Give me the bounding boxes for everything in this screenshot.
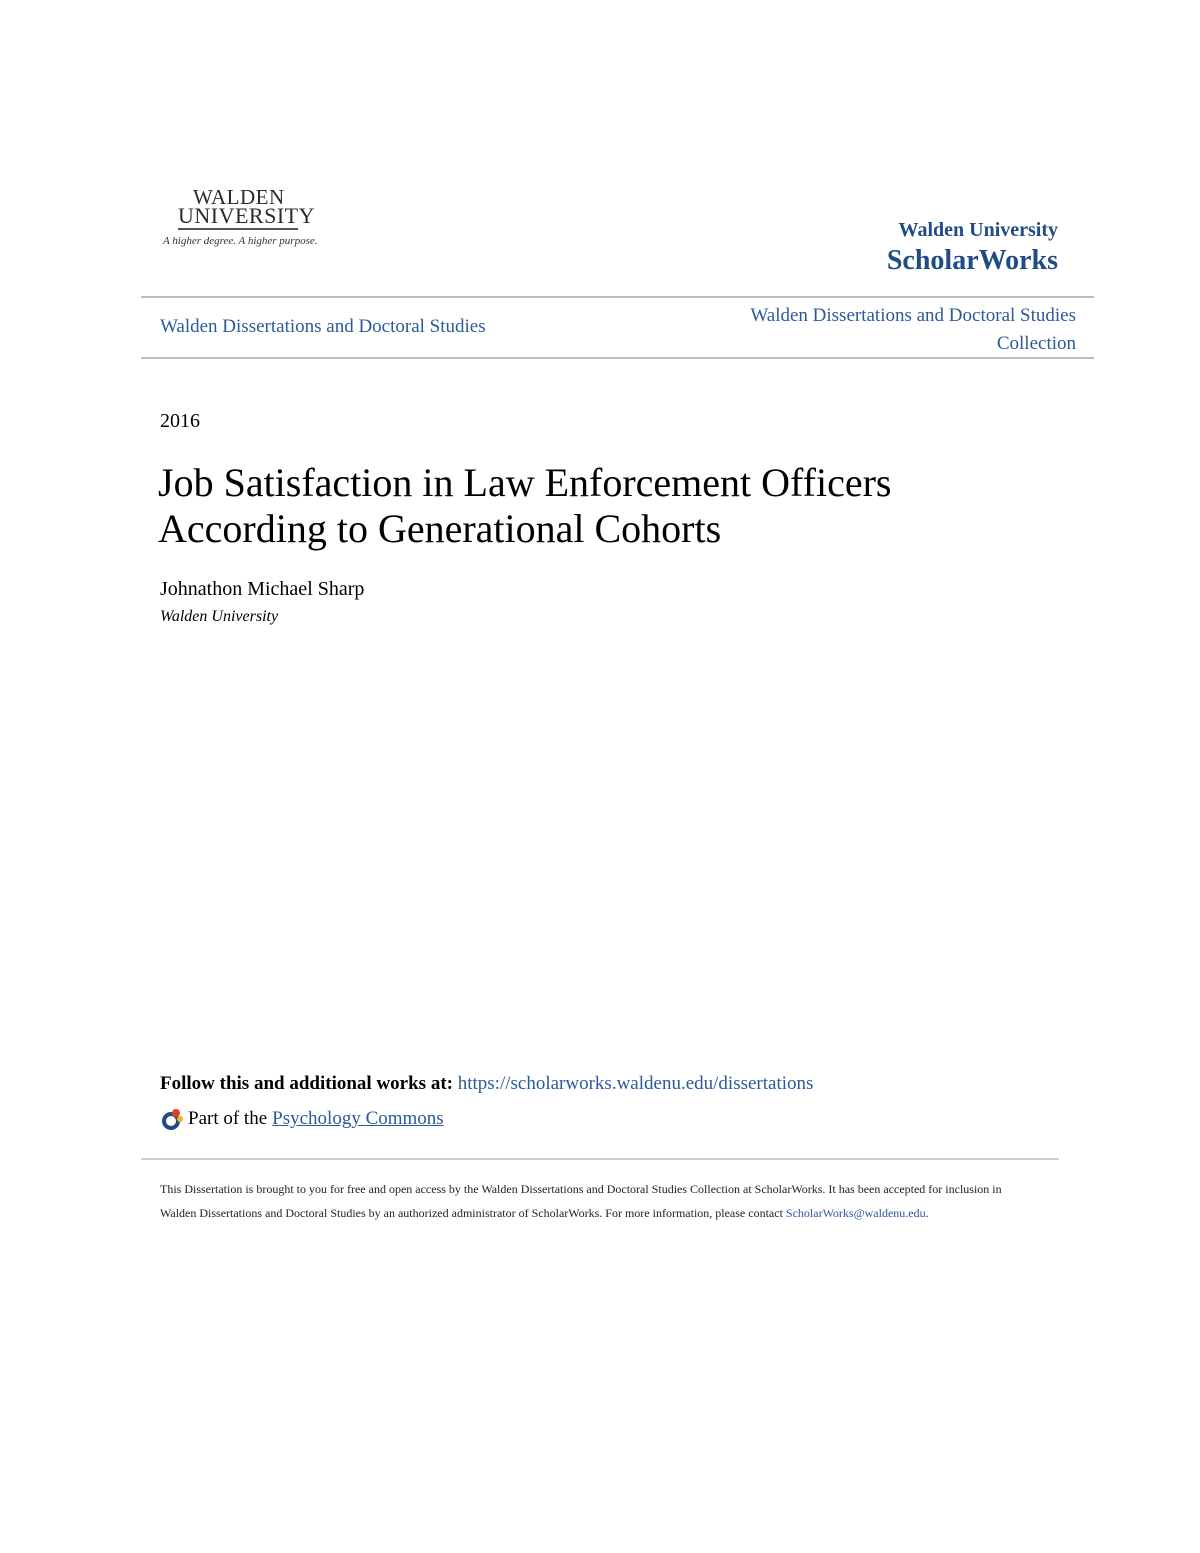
footer-rule — [141, 1158, 1059, 1160]
document-affiliation: Walden University — [160, 608, 279, 625]
commons-icon — [160, 1107, 184, 1131]
follow-url-link[interactable]: https://scholarworks.waldenu.edu/dissertations — [457, 1073, 814, 1094]
document-author: Johnathon Michael Sharp — [160, 578, 365, 600]
logo-tagline: A higher degree. A higher purpose. — [163, 235, 318, 247]
psychology-commons-link[interactable]: Psychology Commons — [272, 1108, 444, 1129]
nav-right-line2: Collection — [996, 333, 1076, 354]
disclaimer-end: . — [925, 1206, 929, 1220]
disclaimer — [160, 1177, 1040, 1225]
logo-walden: WALDEN — [193, 185, 285, 209]
logo-rule — [178, 228, 298, 230]
nav-dissertations-collection-link[interactable] — [656, 302, 1076, 358]
disclaimer-text: This Dissertation is brought to you for free and open access by the Walden Dissertations and Doctoral Studies Collection at ScholarWorks. It has been accepted for inclusion in Walden Dissertations and Doctoral Studies by an authorized administrator of ScholarWorks. For more information, please contact — [160, 1182, 1002, 1220]
partof-label: Part of the — [188, 1108, 268, 1129]
nav-top-rule — [141, 296, 1094, 298]
contact-email-link[interactable]: ScholarWorks@waldenu.edu — [785, 1206, 926, 1220]
nav-right-line1: Walden Dissertations and Doctoral Studies — [750, 305, 1076, 326]
document-year: 2016 — [160, 410, 200, 432]
follow-line — [160, 1073, 813, 1095]
brand-scholarworks[interactable]: ScholarWorks — [886, 245, 1058, 276]
document-title: Job Satisfaction in Law Enforcement Officers According to Generational Cohorts — [158, 460, 892, 551]
brand-walden-university[interactable]: Walden University — [898, 219, 1058, 241]
nav-bottom-rule — [141, 357, 1094, 359]
follow-label: Follow this and additional works at: — [160, 1073, 453, 1094]
logo-university: UNIVERSITY — [178, 203, 315, 228]
partof-line — [160, 1107, 444, 1131]
nav-dissertations-link[interactable]: Walden Dissertations and Doctoral Studies — [160, 316, 486, 337]
